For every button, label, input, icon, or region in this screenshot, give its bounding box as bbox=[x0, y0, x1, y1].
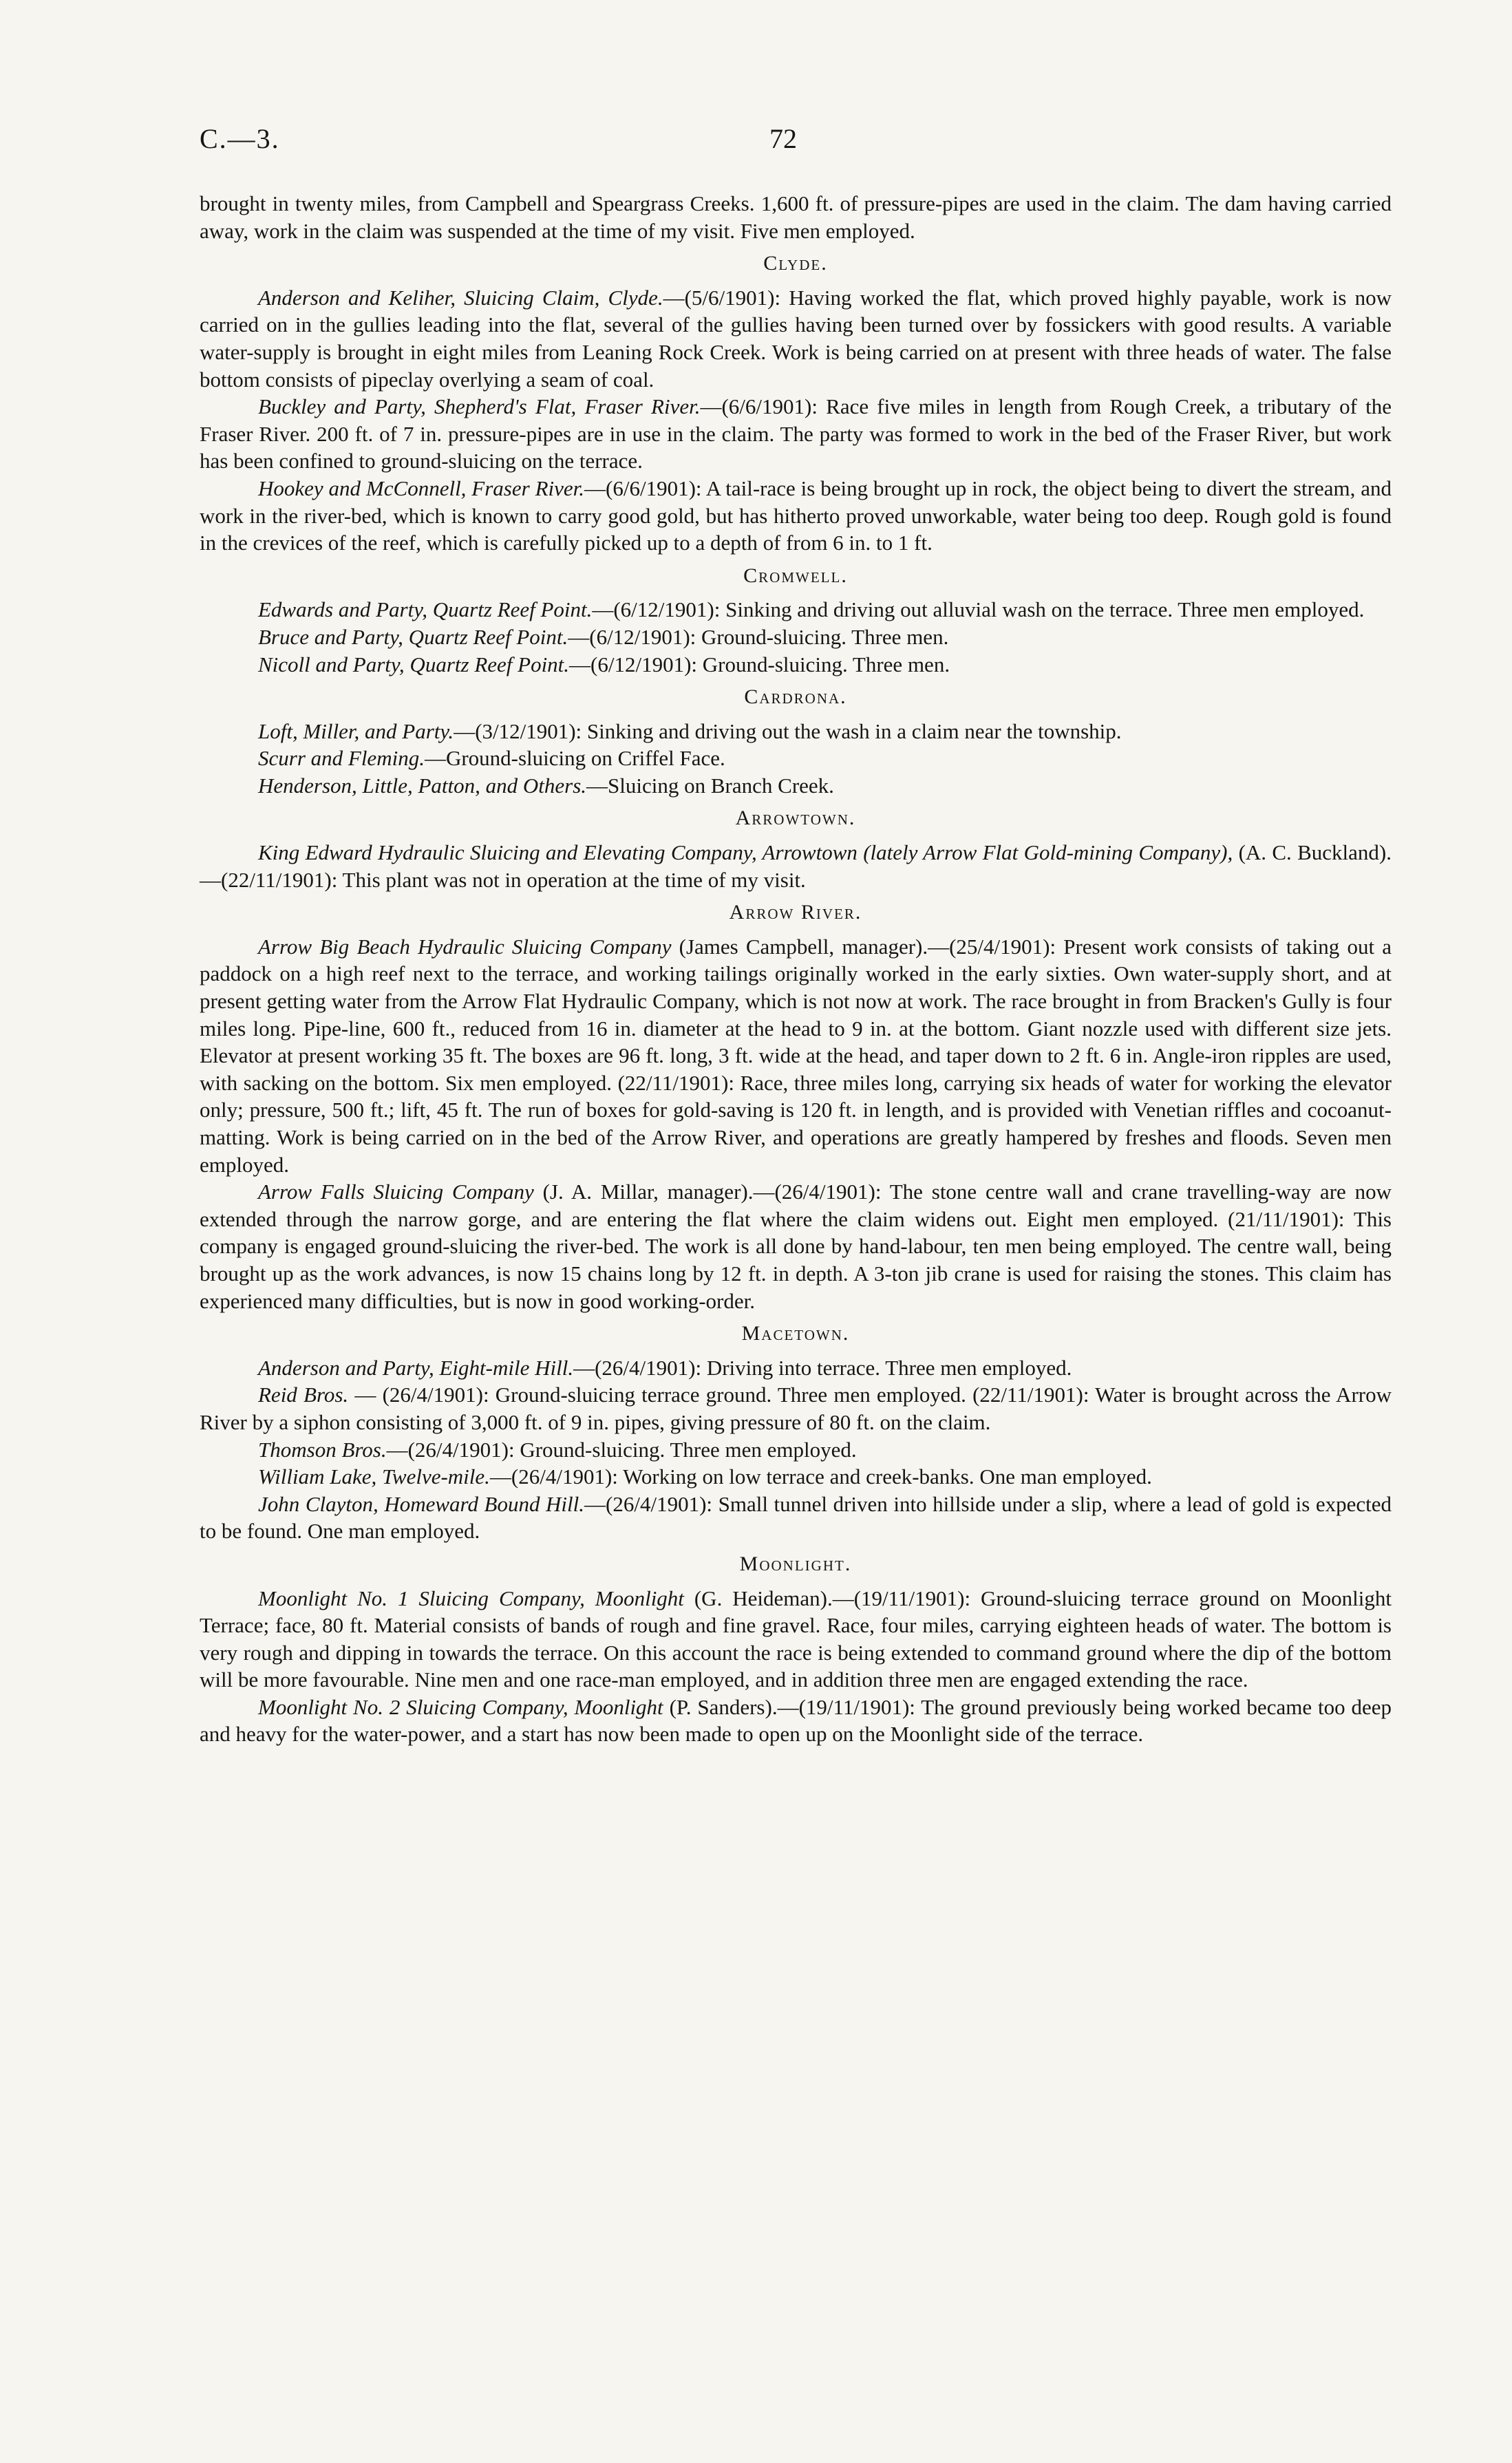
paragraph: Hookey and McConnell, Fraser River.—(6/6/1901): A tail-race is being brought up in rock, the object being to divert the stream, and work in the river-bed, which is known to carry good gold, but has hitherto proved unworkable, water being too deep. Rough gold is found in the crevices of the reef, which is carefully picked up to a depth of from 6 in. to 1 ft. bbox=[200, 476, 1392, 555]
paragraph: Anderson and Party, Eight-mile Hill.—(26/4/1901): Driving into terrace. Three men employed. bbox=[258, 1355, 1072, 1380]
section-heading-arrow-river: Arrow River. bbox=[729, 901, 862, 924]
paragraph: Moonlight No. 2 Sluicing Company, Moonlight (P. Sanders).—(19/11/1901): The ground previously being worked became too deep and heavy for the water-power, and a start has now been made to open up on the Moonlight side of the terrace. bbox=[200, 1694, 1392, 1747]
paragraph: Anderson and Keliher, Sluicing Claim, Clyde.—(5/6/1901): Having worked the flat, which proved highly payable, work is now carried on in the gullies leading into the flat, several of the gullies having been turned over by fossickers with good results. A variable water-supply is brought in eight miles from Leaning Rock Creek. Work is being carried on at present with three heads of water. The false bottom consists of pipeclay overlying a seam of coal. bbox=[200, 285, 1392, 392]
paragraph: Bruce and Party, Quartz Reef Point.—(6/12/1901): Ground-sluicing. Three men. bbox=[258, 624, 949, 649]
paragraph: William Lake, Twelve-mile.—(26/4/1901): Working on low terrace and creek-banks. One man employed. bbox=[258, 1464, 1152, 1489]
section-heading-cromwell: Cromwell. bbox=[743, 564, 848, 587]
section-heading-arrowtown: Arrowtown. bbox=[735, 807, 856, 830]
document-body bbox=[200, 190, 1392, 1748]
page-header bbox=[200, 122, 1392, 171]
paragraph-continuation: brought in twenty miles, from Campbell and Speargrass Creeks. 1,600 ft. of pressure-pipes are used in the claim. The dam having carried away, work in the claim was suspended at the time of my visit. Five men employed. bbox=[200, 191, 1392, 243]
section-heading-cardrona: Cardrona. bbox=[744, 685, 847, 709]
page-number: 72 bbox=[769, 123, 797, 154]
paragraph: Reid Bros. — (26/4/1901): Ground-sluicing terrace ground. Three men employed. (22/11/1901): Water is brought across the Arrow River by a siphon consisting of 3,000 ft. of 9 in. pipes, giving pressure of 80 ft. on the claim. bbox=[200, 1383, 1392, 1434]
section-heading-macetown: Macetown. bbox=[741, 1322, 850, 1345]
paragraph: John Clayton, Homeward Bound Hill.—(26/4/1901): Small tunnel driven into hillside under a slip, where a lead of gold is expected to be found. One man employed. bbox=[200, 1491, 1392, 1544]
paragraph: Scurr and Fleming.—Ground-sluicing on Criffel Face. bbox=[258, 746, 725, 771]
paragraph: Nicoll and Party, Quartz Reef Point.—(6/12/1901): Ground-sluicing. Three men. bbox=[258, 652, 950, 676]
paragraph: King Edward Hydraulic Sluicing and Elevating Company, Arrowtown (lately Arrow Flat Gold-mining Company), (A. C. Buckland).—(22/11/1901): This plant was not in operation at the time of my visit. bbox=[200, 840, 1392, 892]
document-code: C.—3. bbox=[200, 123, 280, 154]
paragraph: Loft, Miller, and Party.—(3/12/1901): Sinking and driving out the wash in a claim near the township. bbox=[258, 718, 1122, 743]
paragraph: Arrow Big Beach Hydraulic Sluicing Company (James Campbell, manager).—(25/4/1901): Present work consists of taking out a paddock on a high reef next to the terrace, and working tailings originally worked in the early sixties. Own water-supply short, and at present getting water from the Arrow Flat Hydraulic Company, which is not now at work. The race brought in from Bracken's Gully is four miles long. Pipe-line, 600 ft., reduced from 16 in. diameter at the head to 9 in. at the bottom. Giant nozzle used with different size jets. Elevator at present working 35 ft. The boxes are 96 ft. long, 3 ft. wide at the head, and taper down to 2 ft. 6 in. Angle-iron ripples are used, with sacking on the bottom. Six men employed. (22/11/1901): Race, three miles long, carrying six heads of water for working the elevator only; pressure, 500 ft.; lift, 45 ft. The run of boxes for gold-saving is 120 ft. in length, and is provided with Venetian riffles and cocoanut-matting. Work is being carried on in the bed of the Arrow River, and operations are greatly hampered by freshes and floods. Seven men employed. bbox=[200, 934, 1392, 1177]
paragraph: Thomson Bros.—(26/4/1901): Ground-sluicing. Three men employed. bbox=[258, 1437, 857, 1462]
paragraph: Moonlight No. 1 Sluicing Company, Moonlight (G. Heideman).—(19/11/1901): Ground-sluicing terrace ground on Moonlight Terrace; face, 80 ft. Material consists of bands of rough and fine gravel. Race, four miles, carrying eighteen heads of water. The bottom is very rough and dipping in towards the terrace. On this account the race is being extended to command ground where the dip of the bottom will be more favourable. Nine men and one race-man employed, and in addition three men are engaged extending the race. bbox=[200, 1586, 1392, 1692]
paragraph: Arrow Falls Sluicing Company (J. A. Millar, manager).—(26/4/1901): The stone centre wall and crane travelling-way are now extended through the narrow gorge, and are entering the flat where the claim widens out. Eight men employed. (21/11/1901): This company is engaged ground-sluicing the river-bed. The work is all done by hand-labour, ten men being employed. The centre wall, being brought up as the work advances, is now 15 chains long by 12 ft. in depth. A 3-ton jib crane is used for raising the stones. This claim has experienced many difficulties, but is now in good working-order. bbox=[200, 1180, 1392, 1313]
section-heading-moonlight: Moonlight. bbox=[739, 1552, 852, 1575]
paragraph: Edwards and Party, Quartz Reef Point.—(6/12/1901): Sinking and driving out alluvial wash on the terrace. Three men employed. bbox=[258, 597, 1365, 622]
paragraph: Henderson, Little, Patton, and Others.—Sluicing on Branch Creek. bbox=[258, 773, 834, 798]
paragraph: Buckley and Party, Shepherd's Flat, Fraser River.—(6/6/1901): Race five miles in length from Rough Creek, a tributary of the Fraser River. 200 ft. of 7 in. pressure-pipes are in use in the claim. The party was formed to work in the bed of the Fraser River, but work has been confined to ground-sluicing on the terrace. bbox=[200, 394, 1392, 473]
section-heading-clyde: Clyde. bbox=[763, 252, 828, 275]
